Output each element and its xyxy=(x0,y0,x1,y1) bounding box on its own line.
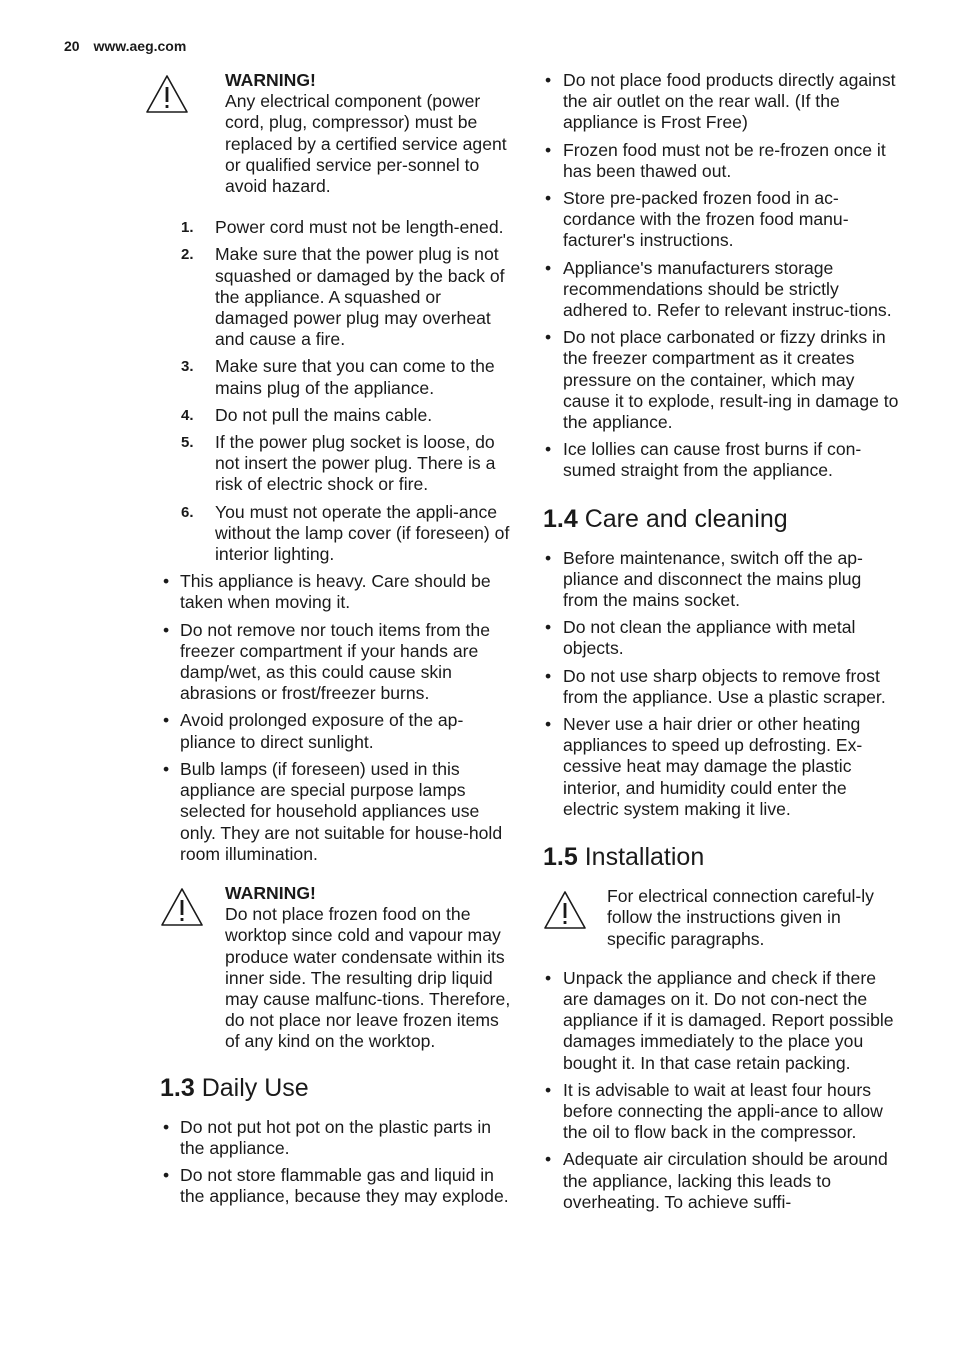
bullet-list xyxy=(145,571,513,865)
numbered-item xyxy=(145,217,513,238)
bullet-item: • This appliance is heavy. Care should be taken when moving it. xyxy=(145,571,513,613)
warning-body: Do not place frozen food on the worktop since cold and vapour may produce water condensate within its inner side. The resulting drip liquid may cause malfunc-tions. Therefore, do not place nor leave frozen items of any kind on the worktop. xyxy=(225,904,511,1052)
section-heading-installation xyxy=(543,842,899,872)
bullet-item: • Adequate air circulation should be around the appliance, lacking this leads to overheating. To achieve suffi- xyxy=(543,1149,899,1213)
left-column xyxy=(145,70,513,1213)
warning-title: WARNING! xyxy=(225,882,316,903)
item-text: You must not operate the appli-ance without the lamp cover (if foreseen) of interior lighting. xyxy=(215,501,510,565)
bullet-item: • Bulb lamps (if foreseen) used in this appliance are special purpose lamps selected for household appliances use only. They are not suitable for house-hold room illumination. xyxy=(145,759,513,865)
warning-block-electrical xyxy=(145,70,513,197)
item-text: Make sure that the power plug is not squashed or damaged by the back of the appliance. A squashed or damaged power plug may overheat and cause a fire. xyxy=(215,244,505,350)
numbered-item xyxy=(145,244,513,350)
item-number: 1. xyxy=(181,219,194,237)
warning-triangle-icon xyxy=(145,74,189,114)
numbered-item xyxy=(145,405,513,426)
bullet-item: • Before maintenance, switch off the ap-pliance and disconnect the mains plug from the mains socket. xyxy=(543,548,899,612)
item-number: 4. xyxy=(181,406,194,424)
section-heading-daily-use xyxy=(160,1073,513,1103)
numbered-list xyxy=(145,217,513,565)
section-number: 1.4 xyxy=(543,504,578,533)
item-text: Do not pull the mains cable. xyxy=(215,404,433,425)
bullet-list xyxy=(543,70,899,482)
item-text: Power cord must not be length-ened. xyxy=(215,217,504,238)
bullet-item: • Frozen food must not be re-frozen once it has been thawed out. xyxy=(543,140,899,182)
item-text: If the power plug socket is loose, do not insert the power plug. There is a risk of electric shock or fire. xyxy=(215,432,496,495)
section-title: Care and cleaning xyxy=(584,504,788,533)
bullet-item: • Do not remove nor touch items from the freezer compartment if your hands are damp/wet, as this could cause skin abrasions or frost/freezer burns. xyxy=(145,620,513,705)
bullet-list xyxy=(145,1117,513,1208)
bullet-item: • Do not clean the appliance with metal objects. xyxy=(543,617,899,659)
page-number: 20 xyxy=(64,38,80,54)
warning-body: Any electrical component (power cord, plug, compressor) must be replaced by a certified service agent or qualified service per-sonnel to avoid hazard. xyxy=(225,91,507,197)
section-number: 1.5 xyxy=(543,843,578,872)
item-number: 2. xyxy=(181,246,194,264)
section-heading-care-cleaning xyxy=(543,504,899,534)
warning-title: WARNING! xyxy=(225,70,316,90)
bullet-list xyxy=(543,548,899,820)
caution-note-block xyxy=(543,886,899,950)
bullet-item: • Store pre-packed frozen food in ac-cordance with the frozen food manu-facturer's instructions. xyxy=(543,188,899,252)
bullet-item: • Never use a hair drier or other heating appliances to speed up defrosting. Ex-cessive heat may damage the plastic interior, and humidity could enter the electric system making it live. xyxy=(543,714,899,820)
bullet-item: • Do not store flammable gas and liquid in the appliance, because they may explode. xyxy=(145,1165,513,1207)
warning-triangle-icon xyxy=(543,890,587,930)
section-title: Daily Use xyxy=(201,1073,309,1102)
bullet-item: • Do not place carbonated or fizzy drinks in the freezer compartment as it creates pressure on the container, which may cause it to explode, result-ing in damage to the appliance. xyxy=(543,327,899,433)
numbered-item xyxy=(145,432,513,496)
numbered-item xyxy=(145,356,513,398)
warning-triangle-icon xyxy=(160,887,204,927)
right-column xyxy=(543,70,899,1219)
bullet-item: • Do not place food products directly against the air outlet on the rear wall. (If the appliance is Frost Free) xyxy=(543,70,899,134)
bullet-list xyxy=(543,968,899,1213)
page-header xyxy=(64,38,186,54)
bullet-item: • Do not use sharp objects to remove frost from the appliance. Use a plastic scraper. xyxy=(543,666,899,708)
bullet-item: • Avoid prolonged exposure of the ap-pliance to direct sunlight. xyxy=(145,710,513,752)
bullet-item: • Appliance's manufacturers storage recommendations should be strictly adhered to. Refer to relevant instruc-tions. xyxy=(543,258,899,322)
bullet-item: • It is advisable to wait at least four hours before connecting the appli-ance to allow the oil to flow back in the compressor. xyxy=(543,1080,899,1144)
item-number: 3. xyxy=(181,358,194,376)
bullet-item: • Unpack the appliance and check if there are damages on it. Do not con-nect the appliance if it is damaged. Report possible damages immediately to the place you bought it. In that case retain packing. xyxy=(543,968,899,1074)
item-text: Make sure that you can come to the mains plug of the appliance. xyxy=(215,356,495,398)
warning-block-frozen-food xyxy=(160,883,513,1053)
section-title: Installation xyxy=(584,843,705,872)
item-number: 6. xyxy=(181,503,194,521)
numbered-item xyxy=(145,502,513,566)
item-number: 5. xyxy=(181,434,194,452)
bullet-item: • Ice lollies can cause frost burns if con-sumed straight from the appliance. xyxy=(543,439,899,481)
caution-note-text: For electrical connection careful-ly follow the instructions given in specific paragraphs. xyxy=(607,886,874,949)
section-number: 1.3 xyxy=(160,1073,195,1102)
site-url[interactable]: www.aeg.com xyxy=(93,38,187,54)
bullet-item: • Do not put hot pot on the plastic parts in the appliance. xyxy=(145,1117,513,1159)
